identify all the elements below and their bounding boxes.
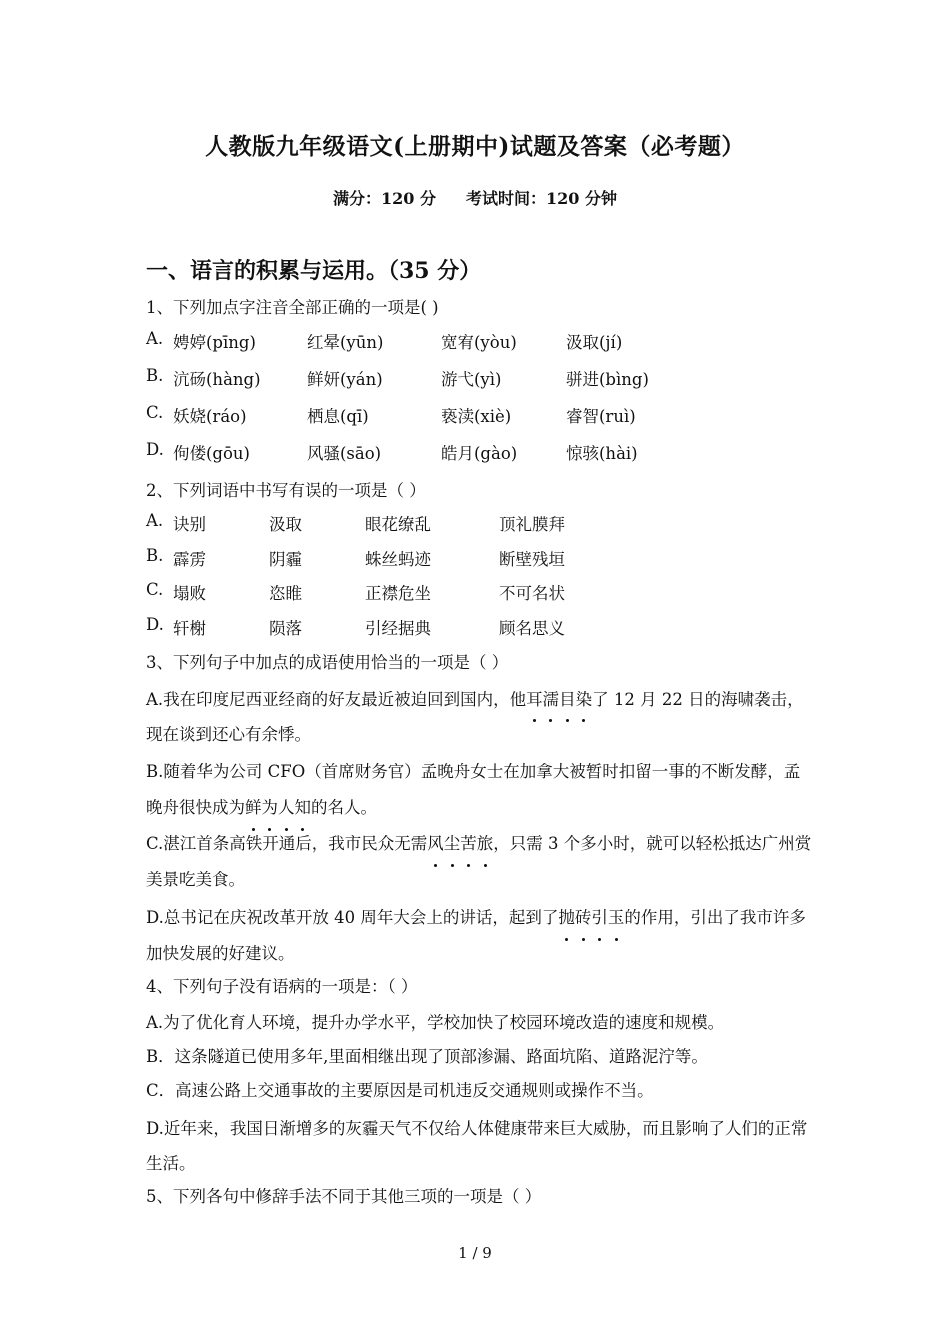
option-label: D. — [146, 440, 164, 459]
option-item: 蛛丝蚂迹 — [365, 550, 431, 569]
option-item: 红晕(yūn) — [307, 333, 384, 352]
option-item: 睿智(ruì) — [566, 407, 636, 426]
question-2-stem: 2、下列词语中书写有误的一项是（ ） — [146, 481, 426, 500]
option-item: 沆砀(hàng) — [173, 370, 261, 389]
option-item: 游弋(yì) — [441, 370, 502, 389]
question-4-stem: 4、下列句子没有语病的一项是：（ ） — [146, 977, 418, 996]
option-text: D.总书记在庆祝改革开放 40 周年大会上的讲话，起到了 — [146, 908, 559, 927]
option-label: A. — [146, 511, 164, 530]
option-text: 的作用，引出了我市许多加快发展的好建议。 — [146, 908, 806, 963]
option-label: C. — [146, 580, 164, 599]
question-3-stem: 3、下列句子中加点的成语使用恰当的一项是（ ） — [146, 653, 509, 672]
option-item: 顾名思义 — [499, 619, 565, 638]
dotted-char: 耳 — [526, 682, 543, 717]
option-item: 骈进(bìng) — [566, 370, 649, 389]
question-4-option-a: A.为了优化育人环境，提升办学水平，学校加快了校园环境改造的速度和规模。 — [146, 1013, 725, 1032]
question-3-option-b — [146, 754, 812, 826]
option-text: 的名人。 — [311, 798, 377, 817]
dotted-char: 玉 — [608, 900, 625, 936]
option-item: 眼花缭乱 — [365, 515, 431, 534]
question-3-option-c — [146, 826, 812, 898]
option-item: 妖娆(ráo) — [173, 407, 247, 426]
option-item: 栖息(qī) — [307, 407, 369, 426]
option-item: 惊骇(hài) — [566, 444, 638, 463]
dotted-idiom — [526, 690, 592, 709]
question-3-option-d — [146, 900, 812, 972]
option-item: 皓月(gào) — [441, 444, 518, 463]
question-4-option-b: B．这条隧道已使用多年,里面相继出现了顶部渗漏、路面坑陷、道路泥泞等。 — [146, 1047, 708, 1066]
dotted-char: 目 — [559, 682, 576, 717]
option-item: 娉婷(pīng) — [173, 333, 256, 352]
option-label: B. — [146, 546, 164, 565]
option-text: ，只需 3 个多小时，就可以轻松抵达广州赏美景吃美食。 — [146, 834, 812, 889]
option-item: 霹雳 — [173, 550, 206, 569]
option-label: B. — [146, 366, 164, 385]
option-item: 鲜妍(yán) — [307, 370, 383, 389]
option-text: B.随着华为公司 CFO（首席财务官）孟晚舟女士在加拿大被暂时扣留一事的不断发酵，孟晚舟很快成为 — [146, 762, 801, 817]
option-text: C.湛江首条高铁开通后，我市民众无需 — [146, 834, 428, 853]
dotted-char: 知 — [295, 790, 312, 826]
option-item: 风骚(sāo) — [307, 444, 382, 463]
option-label: A. — [146, 329, 164, 348]
dotted-idiom — [558, 908, 624, 927]
option-item: 不可名状 — [499, 584, 565, 603]
dotted-char: 濡 — [543, 682, 560, 717]
dotted-idiom — [245, 798, 311, 817]
dotted-char: 苦 — [460, 826, 477, 862]
option-item: 陨落 — [269, 619, 302, 638]
question-4-option-c: C．高速公路上交通事故的主要原因是司机违反交通规则或操作不当。 — [146, 1081, 654, 1100]
option-item: 正襟危坐 — [365, 584, 431, 603]
dotted-char: 尘 — [444, 826, 461, 862]
dotted-char: 为 — [262, 790, 279, 826]
option-text: 了 12 月 22 日的海啸袭击，现在谈到还心有余悸。 — [146, 690, 804, 744]
dotted-char: 鲜 — [245, 790, 262, 826]
option-label: D. — [146, 615, 164, 634]
option-item: 断壁残垣 — [499, 550, 565, 569]
question-5-stem: 5、下列各句中修辞手法不同于其他三项的一项是（ ） — [146, 1187, 542, 1206]
dotted-idiom — [427, 834, 493, 853]
question-4-option-d: D.近年来，我国日渐增多的灰霾天气不仅给人体健康带来巨大威胁，而且影响了人们的正常生活。 — [146, 1119, 808, 1173]
exam-time: 考试时间：120 分钟 — [466, 189, 617, 208]
option-item: 宽宥(yòu) — [441, 333, 517, 352]
exam-info — [0, 186, 950, 209]
option-item: 亵渎(xiè) — [441, 407, 512, 426]
option-item: 佝偻(gōu) — [173, 444, 250, 463]
option-item: 顶礼膜拜 — [499, 515, 565, 534]
option-item: 引经据典 — [365, 619, 431, 638]
option-item: 诀别 — [173, 515, 206, 534]
option-item: 阴霾 — [269, 550, 302, 569]
dotted-char: 染 — [576, 682, 593, 717]
option-item: 轩榭 — [173, 619, 206, 638]
dotted-char: 砖 — [575, 900, 592, 936]
question-1-stem: 1、下列加点字注音全部正确的一项是( ) — [146, 298, 439, 317]
full-score: 满分：120 分 — [333, 189, 436, 208]
dotted-char: 引 — [591, 900, 608, 936]
option-item: 恣睢 — [269, 584, 302, 603]
section-heading: 一、语言的积累与运用。（35 分） — [146, 258, 482, 284]
option-label: C. — [146, 403, 164, 422]
option-item: 汲取(jí) — [566, 333, 623, 352]
dotted-char: 旅 — [477, 826, 494, 862]
option-item: 塌败 — [173, 584, 206, 603]
dotted-char: 人 — [278, 790, 295, 826]
dotted-char: 风 — [427, 826, 444, 862]
exam-title: 人教版九年级语文(上册期中)试题及答案（必考题） — [205, 133, 745, 160]
dotted-char: 抛 — [558, 900, 575, 936]
question-3-option-a — [146, 682, 812, 752]
page-number: 1 / 9 — [458, 1244, 492, 1262]
option-item: 汲取 — [269, 515, 302, 534]
option-text: A.我在印度尼西亚经商的好友最近被迫回到国内，他 — [146, 690, 527, 709]
